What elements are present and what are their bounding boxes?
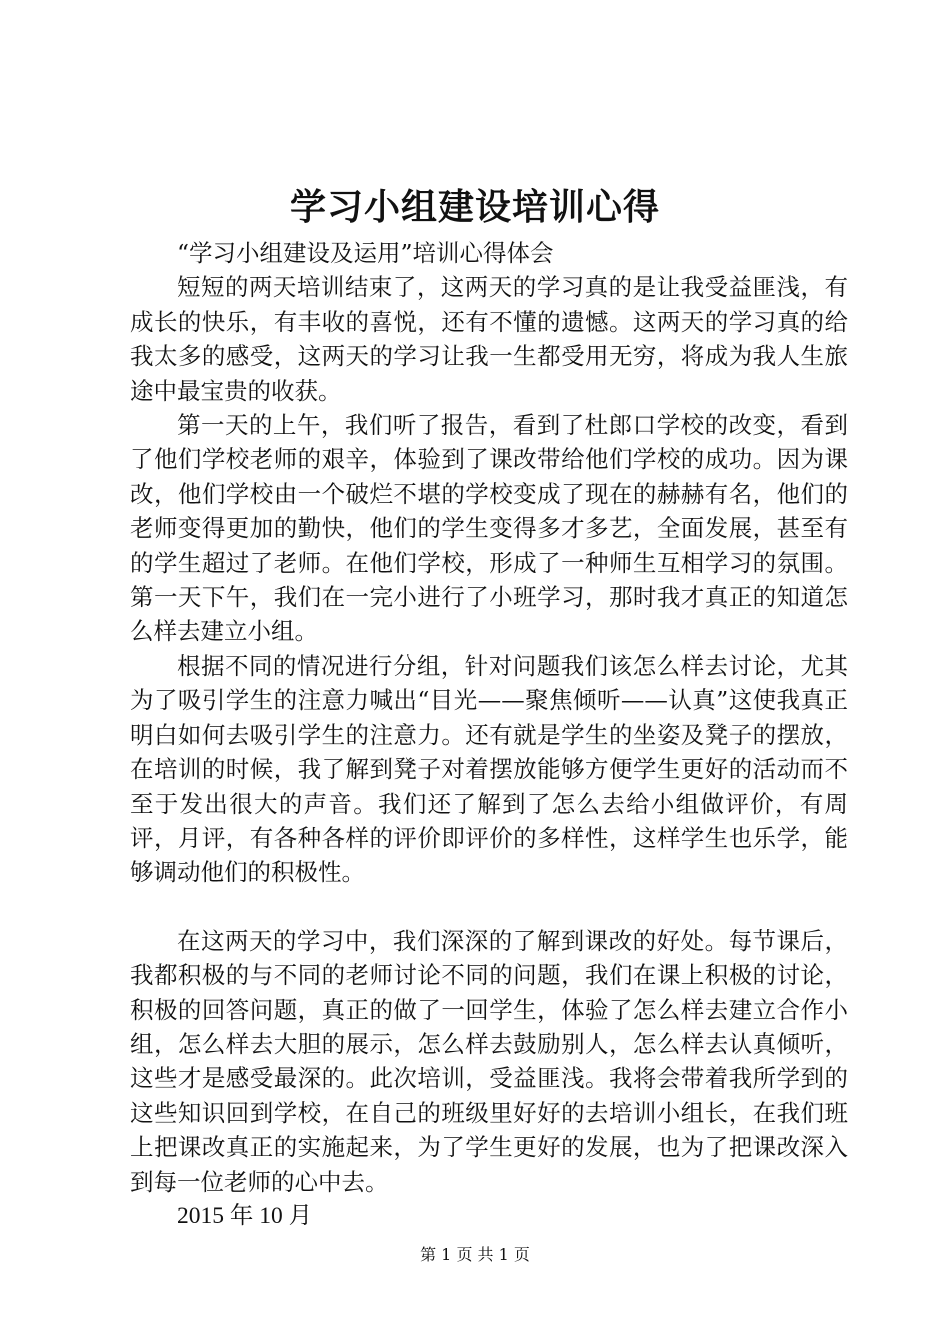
subtitle-paragraph: “学习小组建设及运用”培训心得体会 bbox=[177, 239, 554, 267]
document-title: 学习小组建设培训心得 bbox=[289, 187, 660, 228]
document-body bbox=[130, 236, 848, 1233]
document-date: 2015 年 10 月 bbox=[177, 1202, 313, 1229]
page-footer: 第 1 页 共 1 页 bbox=[420, 1245, 530, 1264]
body-paragraph-3: 根据不同的情况进行分组，针对问题我们该怎么样去讨论，尤其为了吸引学生的注意力喊出“目光——聚焦倾听——认真”这使我真正明白如何去吸引学生的注意力。还有就是学生的坐姿及凳子的摆放，在培训的时候，我了解到凳子对着摆放能够方便学生更好的活动而不至于发出很大的声音。我们还了解到了怎么去给小组做评价，有周评，月评，有各种各样的评价即评价的多样性，这样学生也乐学，能够调动他们的积极性。 bbox=[130, 651, 848, 887]
body-paragraph-2: 第一天的上午，我们听了报告，看到了杜郎口学校的改变，看到了他们学校老师的艰辛，体验到了课改带给他们学校的成功。因为课改，他们学校由一个破烂不堪的学校变成了现在的赫赫有名，他们的老师变得更加的勤快，他们的学生变得多才多艺，全面发展，甚至有的学生超过了老师。在他们学校，形成了一种师生互相学习的氛围。第一天下午，我们在一完小进行了小班学习，那时我才真正的知道怎么样去建立小组。 bbox=[130, 411, 848, 646]
paragraph-spacer bbox=[130, 890, 848, 924]
body-paragraph-1: 短短的两天培训结束了，这两天的学习真的是让我受益匪浅，有成长的快乐，有丰收的喜悦，还有不懂的遗憾。这两天的学习真的给我太多的感受，这两天的学习让我一生都受用无穷，将成为我人生旅途中最宝贵的收获。 bbox=[130, 273, 848, 405]
body-paragraph-4: 在这两天的学习中，我们深深的了解到课改的好处。每节课后，我都积极的与不同的老师讨论不同的问题，我们在课上积极的讨论，积极的回答问题，真正的做了一回学生，体验了怎么样去建立合作小组，怎么样去大胆的展示，怎么样去鼓励别人，怎么样去认真倾听，这些才是感受最深的。此次培训，受益匪浅。我将会带着我所学到的这些知识回到学校，在自己的班级里好好的去培训小组长，在我们班上把课改真正的实施起来，为了学生更好的发展，也为了把课改深入到每一位老师的心中去。 bbox=[130, 926, 848, 1196]
